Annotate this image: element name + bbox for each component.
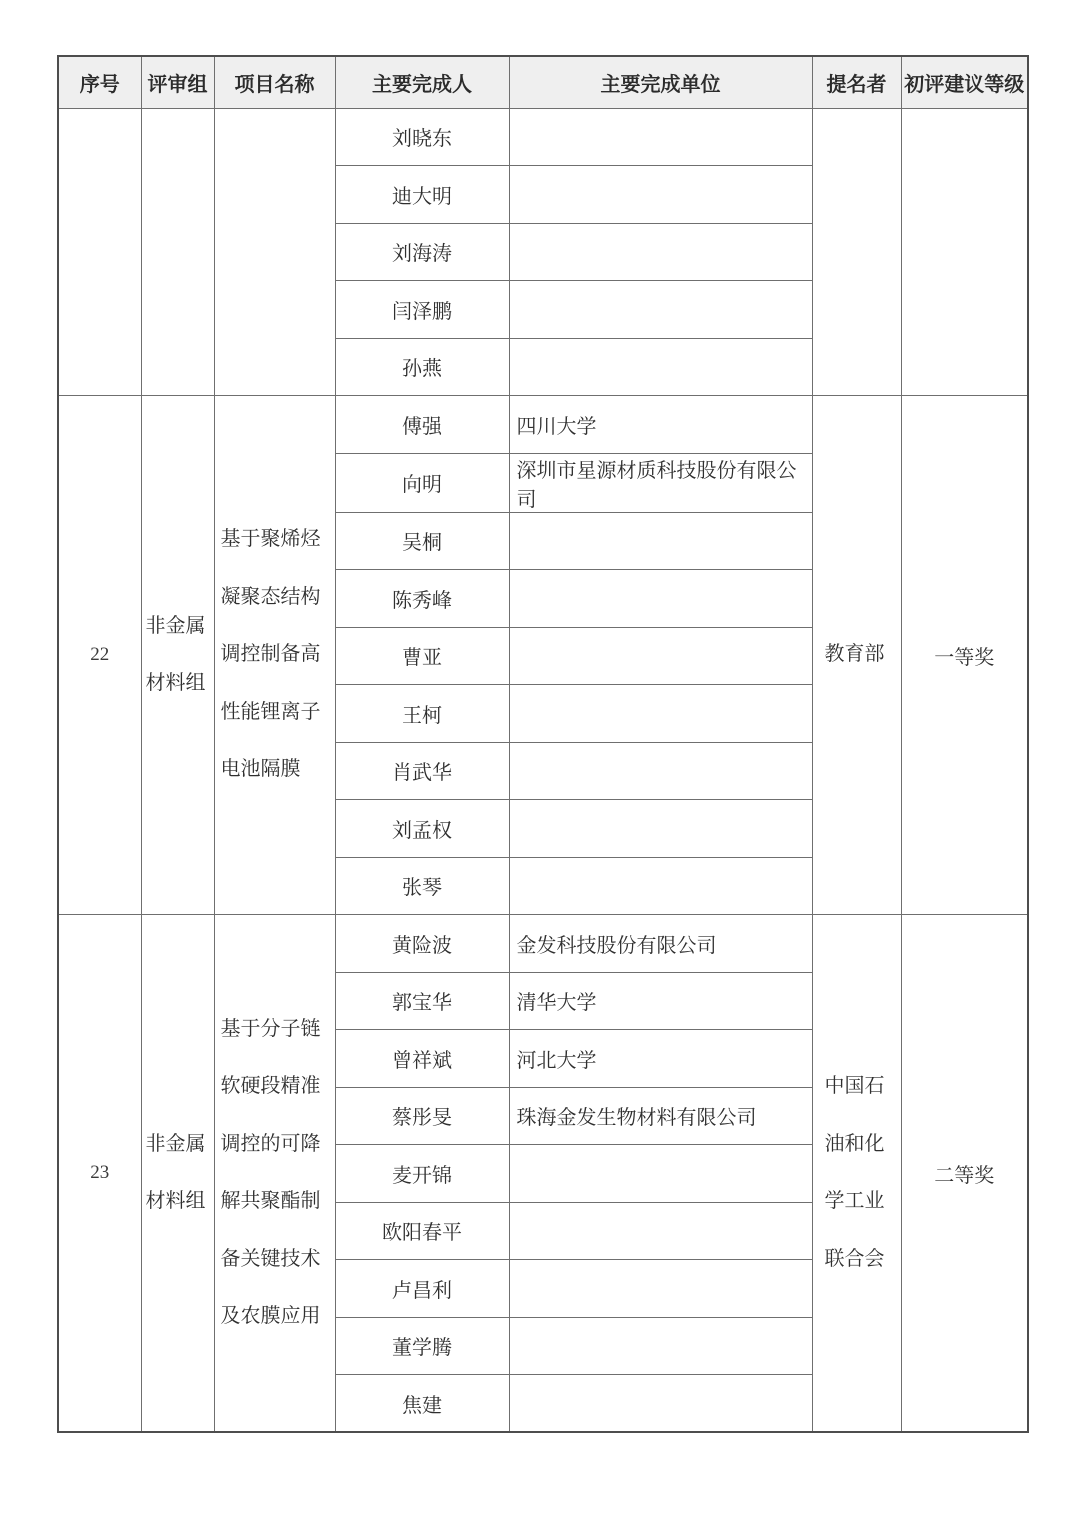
serial-cell (58, 108, 141, 396)
unit-cell: 珠海金发生物材料有限公司 (509, 1087, 812, 1145)
contributor-cell: 蔡彤旻 (335, 1087, 509, 1145)
unit-cell (509, 800, 812, 858)
unit-cell (509, 512, 812, 570)
contributor-cell: 刘晓东 (335, 108, 509, 166)
unit-cell: 金发科技股份有限公司 (509, 915, 812, 973)
unit-cell (509, 857, 812, 915)
contributor-cell: 向明 (335, 453, 509, 512)
col-header-nominator: 提名者 (812, 56, 901, 108)
table-row (58, 915, 1028, 973)
unit-cell (509, 338, 812, 396)
unit-cell: 河北大学 (509, 1030, 812, 1088)
group-cell (141, 915, 214, 1433)
grade-cell: 一等奖 (901, 396, 1028, 915)
nominator-cell (812, 396, 901, 915)
header-row (58, 56, 1028, 108)
unit-cell: 深圳市星源材质科技股份有限公司 (509, 453, 812, 512)
project-cell (214, 108, 335, 396)
unit-cell: 四川大学 (509, 396, 812, 454)
contributor-cell: 王柯 (335, 685, 509, 743)
group-text: 非金属材料组 (145, 1132, 206, 1212)
unit-cell (509, 1145, 812, 1203)
contributor-cell: 刘海涛 (335, 223, 509, 281)
col-header-group: 评审组 (141, 56, 214, 108)
unit-cell (509, 685, 812, 743)
col-header-units: 主要完成单位 (509, 56, 812, 108)
col-header-serial: 序号 (58, 56, 141, 108)
contributor-cell: 吴桐 (335, 512, 509, 570)
group-cell (141, 108, 214, 396)
contributor-cell: 麦开锦 (335, 1145, 509, 1203)
group-cell (141, 396, 214, 915)
contributor-cell: 张琴 (335, 857, 509, 915)
unit-cell (509, 627, 812, 685)
contributor-cell: 闫泽鹏 (335, 281, 509, 339)
nominator-cell (812, 108, 901, 396)
contributor-cell: 曹亚 (335, 627, 509, 685)
project-cell (214, 396, 335, 915)
unit-cell: 清华大学 (509, 972, 812, 1030)
unit-cell (509, 1260, 812, 1318)
award-evaluation-table (57, 55, 1029, 1433)
grade-cell (901, 108, 1028, 396)
contributor-cell: 迪大明 (335, 166, 509, 224)
unit-cell (509, 223, 812, 281)
unit-cell (509, 166, 812, 224)
contributor-cell: 黄险波 (335, 915, 509, 973)
unit-cell (509, 281, 812, 339)
table-row (58, 396, 1028, 454)
table-row (58, 108, 1028, 166)
project-cell (214, 915, 335, 1433)
col-header-grade: 初评建议等级 (901, 56, 1028, 108)
grade-cell: 二等奖 (901, 915, 1028, 1433)
unit-cell (509, 108, 812, 166)
nominator-cell (812, 915, 901, 1433)
serial-cell: 23 (58, 915, 141, 1433)
contributor-cell: 欧阳春平 (335, 1202, 509, 1260)
col-header-contributors: 主要完成人 (335, 56, 509, 108)
contributor-cell: 卢昌利 (335, 1260, 509, 1318)
unit-cell (509, 570, 812, 628)
contributor-cell: 傅强 (335, 396, 509, 454)
nominator-text: 中国石油和化学工业联合会 (824, 1075, 885, 1270)
contributor-cell: 肖武华 (335, 742, 509, 800)
col-header-project: 项目名称 (214, 56, 335, 108)
unit-cell (509, 742, 812, 800)
nominator-text: 教育部 (824, 643, 885, 666)
project-text: 基于聚烯烃凝聚态结构调控制备高性能锂离子电池隔膜 (220, 528, 321, 781)
contributor-cell: 曾祥斌 (335, 1030, 509, 1088)
contributor-cell: 焦建 (335, 1375, 509, 1433)
unit-cell (509, 1375, 812, 1433)
serial-cell: 22 (58, 396, 141, 915)
unit-cell (509, 1202, 812, 1260)
contributor-cell: 陈秀峰 (335, 570, 509, 628)
contributor-cell: 郭宝华 (335, 972, 509, 1030)
unit-cell (509, 1317, 812, 1375)
group-text: 非金属材料组 (145, 614, 206, 694)
contributor-cell: 刘孟权 (335, 800, 509, 858)
project-text: 基于分子链软硬段精准调控的可降解共聚酯制备关键技术及农膜应用 (220, 1017, 321, 1327)
contributor-cell: 董学腾 (335, 1317, 509, 1375)
contributor-cell: 孙燕 (335, 338, 509, 396)
